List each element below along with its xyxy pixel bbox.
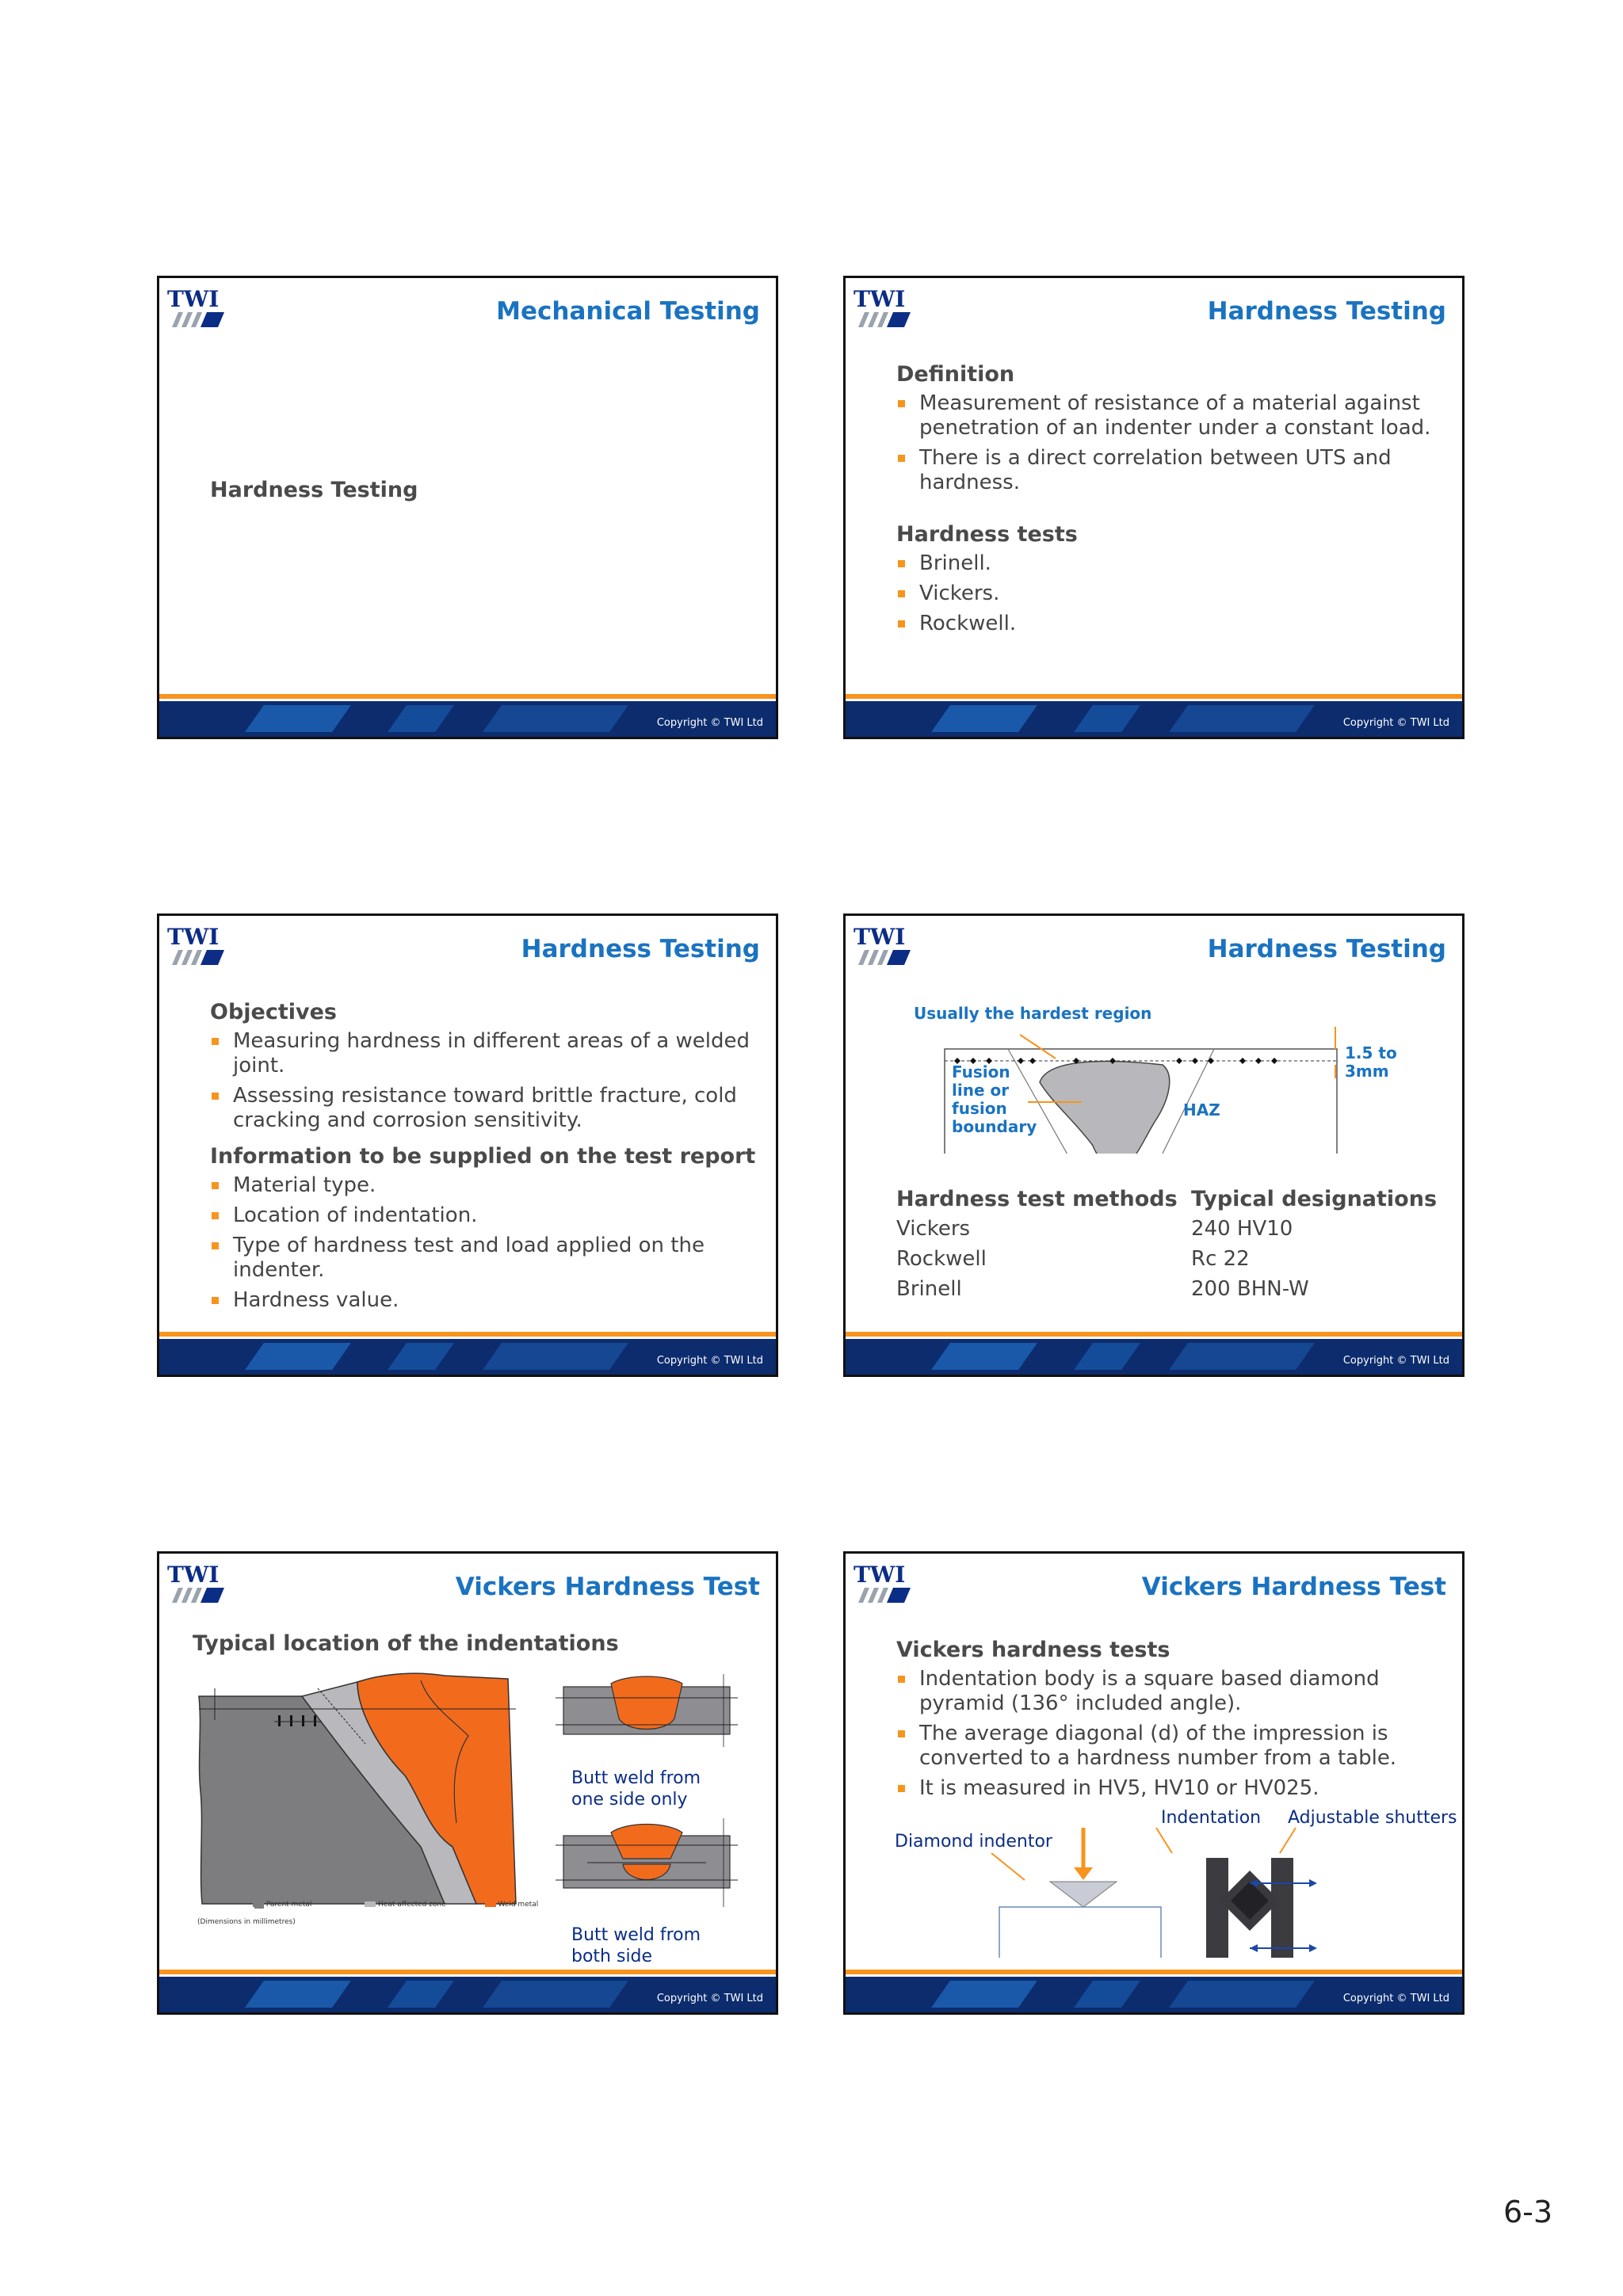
copyright-text: Copyright © TWI Ltd: [656, 717, 763, 729]
butt-weld-both-sides-caption: Butt weld from both side: [571, 1925, 701, 1966]
legend-parent: Parent metal: [265, 1901, 312, 1909]
info-item: Material type.: [210, 1173, 765, 1198]
legend: [253, 1901, 554, 1909]
slide-footer: [159, 1970, 776, 2012]
legend-swatch-weld: [485, 1901, 496, 1907]
hardest-region-label: Usually the hardest region: [914, 1004, 1152, 1023]
test-item: Vickers.: [896, 582, 1443, 606]
copyright-text: Copyright © TWI Ltd: [1342, 1993, 1449, 2004]
table-cell: 240 HV10: [1191, 1217, 1293, 1241]
test-item: Rockwell.: [896, 612, 1443, 636]
vickers-indentor-diagram: [964, 1823, 1456, 1958]
slide-footer: [159, 694, 776, 737]
shutters-label: Adjustable shutters: [1288, 1808, 1457, 1828]
copyright-text: Copyright © TWI Ltd: [656, 1993, 763, 2004]
copyright-text: Copyright © TWI Ltd: [1342, 717, 1449, 729]
table-cell: Rockwell: [896, 1247, 987, 1271]
twi-logo: [166, 924, 229, 973]
dimensions-note: (Dimensions in millimetres): [197, 1918, 296, 1926]
slide-title: Mechanical Testing: [496, 297, 760, 326]
tests-heading: Hardness tests: [896, 522, 1078, 547]
vickers-item: It is measured in HV5, HV10 or HV025.: [896, 1776, 1451, 1801]
twi-logo: [852, 286, 915, 335]
table-header: Typical designations: [1191, 1187, 1438, 1211]
slide-title: Hardness Testing: [1207, 935, 1446, 963]
slide-title: Vickers Hardness Test: [1141, 1573, 1446, 1601]
vickers-item: Indentation body is a square based diamond pyramid (136° included angle).: [896, 1667, 1451, 1716]
butt-weld-one-side-diagram: [556, 1671, 738, 1750]
slide-footer: [846, 1332, 1462, 1375]
twi-logo: [852, 924, 915, 973]
twi-logo-text: TWI: [167, 1562, 220, 1588]
haz-label: HAZ: [1183, 1100, 1220, 1119]
indentation-label: Indentation: [1161, 1808, 1262, 1828]
slide-title: Vickers Hardness Test: [455, 1573, 760, 1601]
copyright-text: Copyright © TWI Ltd: [656, 1355, 763, 1367]
table-cell: Vickers: [896, 1217, 971, 1241]
objectives-heading: Objectives: [210, 1000, 337, 1024]
legend-weld: Weld metal: [498, 1901, 539, 1909]
slide-footer: [846, 1970, 1462, 2012]
objective-item: Measuring hardness in different areas of a welded joint.: [210, 1029, 765, 1078]
fillet-weld-diagram: [191, 1665, 540, 1918]
twi-logo-text: TWI: [854, 1562, 906, 1588]
info-item: Hardness value.: [210, 1288, 765, 1313]
table-cell: Brinell: [896, 1277, 962, 1301]
slide-subtitle: Hardness Testing: [210, 478, 418, 502]
table-header: Hardness test methods: [896, 1187, 1178, 1211]
copyright-text: Copyright © TWI Ltd: [1342, 1355, 1449, 1367]
info-item: Type of hardness test and load applied on the indenter.: [210, 1234, 765, 1283]
slide-title: Hardness Testing: [521, 935, 760, 963]
slide-hardness-objectives: [157, 913, 778, 1377]
legend-haz: Heat affected zone: [378, 1901, 446, 1909]
slide-footer: [159, 1332, 776, 1375]
slide-subtitle: Typical location of the indentations: [193, 1631, 619, 1656]
slide-hardness-definition: [843, 276, 1465, 739]
page-number: 6-3: [1503, 2195, 1553, 2229]
definition-item: There is a direct correlation between UTS and hardness.: [896, 446, 1443, 495]
table-cell: Rc 22: [1191, 1247, 1250, 1271]
twi-logo: [852, 1562, 915, 1611]
slide-vickers-test: [843, 1551, 1465, 2015]
slide-hardness-methods: [843, 913, 1465, 1377]
table-cell: 200 BHN-W: [1191, 1277, 1309, 1301]
vickers-heading: Vickers hardness tests: [896, 1638, 1170, 1662]
twi-logo-text: TWI: [167, 286, 220, 312]
butt-weld-both-sides-diagram: [556, 1815, 738, 1910]
info-heading: Information to be supplied on the test report: [210, 1144, 756, 1169]
slide-footer: [846, 694, 1462, 737]
definition-heading: Definition: [896, 362, 1015, 387]
info-item: Location of indentation.: [210, 1203, 765, 1228]
slide-title: Hardness Testing: [1207, 297, 1446, 326]
test-item: Brinell.: [896, 551, 1443, 576]
slide-mechanical-testing: [157, 276, 778, 739]
twi-logo: [166, 1562, 229, 1611]
depth-label: 1.5 to 3mm: [1345, 1043, 1397, 1081]
slide-vickers-locations: [157, 1551, 778, 2015]
legend-swatch-parent: [253, 1901, 264, 1907]
fusion-line-label: Fusion line or fusion boundary: [952, 1062, 1037, 1136]
indentor-label: Diamond indentor: [895, 1832, 1052, 1852]
definition-item: Measurement of resistance of a material against penetration of an indenter under a constant load.: [896, 391, 1443, 441]
twi-logo: [166, 286, 229, 335]
vickers-item: The average diagonal (d) of the impression is converted to a hardness number from a table.: [896, 1722, 1451, 1771]
legend-swatch-haz: [365, 1901, 376, 1907]
twi-logo-text: TWI: [167, 924, 220, 950]
twi-logo-text: TWI: [854, 924, 906, 950]
butt-weld-one-side-caption: Butt weld from one side only: [571, 1768, 701, 1810]
twi-logo-text: TWI: [854, 286, 906, 312]
objective-item: Assessing resistance toward brittle fracture, cold cracking and corrosion sensitivity.: [210, 1084, 765, 1133]
